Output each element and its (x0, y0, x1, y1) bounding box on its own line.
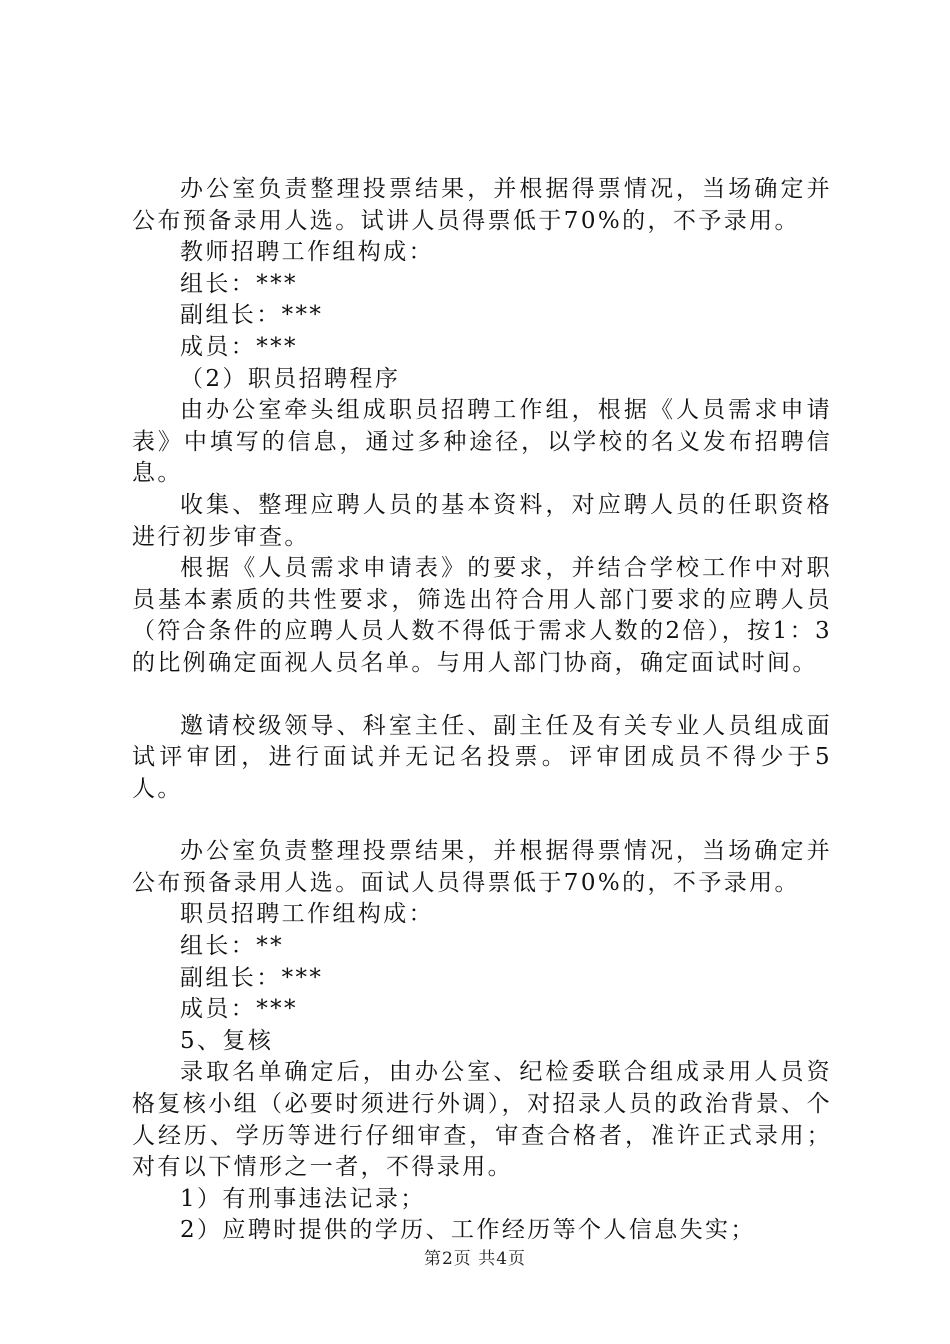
paragraph: 副组长：*** (180, 302, 324, 329)
blank-line (132, 680, 832, 711)
paragraph: 教师招聘工作组构成： (180, 239, 434, 266)
paragraph: 根据《人员需求申请表》的要求，并结合学校工作中对职员基本素质的共性要求，筛选出符合用人部门要求的应聘人员（符合条件的应聘人员人数不得低于需求人数的2倍），按1：3的比例确定面视人员名单。与用人部门协商，确定面试时间。 (132, 555, 832, 676)
paragraph: 办公室负责整理投票结果，并根据得票情况，当场确定并公布预备录用人选。试讲人员得票低于70%的，不予录用。 (132, 176, 832, 234)
section-heading: （2）职员招聘程序 (180, 365, 401, 392)
list-item: 2）应聘时提供的学历、工作经历等个人信息失实； (180, 1217, 756, 1244)
page-footer: 第2页 共4页 (423, 1249, 527, 1269)
paragraph: 邀请校级领导、科室主任、副主任及有关专业人员组成面试评审团，进行面试并无记名投票。评审团成员不得少于5人。 (132, 712, 832, 802)
paragraph: 由办公室牵头组成职员招聘工作组，根据《人员需求申请表》中填写的信息，通过多种途径，以学校的名义发布招聘信息。 (132, 397, 832, 487)
paragraph: 副组长：*** (180, 964, 324, 991)
section-heading: 5、复核 (180, 1027, 274, 1054)
paragraph: 成员：*** (180, 996, 298, 1023)
paragraph: 收集、整理应聘人员的基本资料，对应聘人员的任职资格进行初步审查。 (132, 491, 832, 550)
paragraph: 成员：*** (180, 333, 298, 360)
paragraph: 职员招聘工作组构成： (180, 901, 434, 928)
document-body (132, 174, 832, 1247)
paragraph: 组长：** (180, 933, 284, 960)
list-item: 1）有刑事违法记录； (180, 1185, 426, 1212)
paragraph: 组长：*** (180, 270, 298, 297)
paragraph: 办公室负责整理投票结果，并根据得票情况，当场确定并公布预备录用人选。面试人员得票低于70%的，不予录用。 (132, 838, 832, 896)
blank-line (132, 805, 832, 836)
paragraph: 录取名单确定后，由办公室、纪检委联合组成录用人员资格复核小组（必要时须进行外调），对招录人员的政治背景、个人经历、学历等进行仔细审查，审查合格者，准许正式录用；对有以下情形之一者，不得录用。 (132, 1059, 832, 1181)
